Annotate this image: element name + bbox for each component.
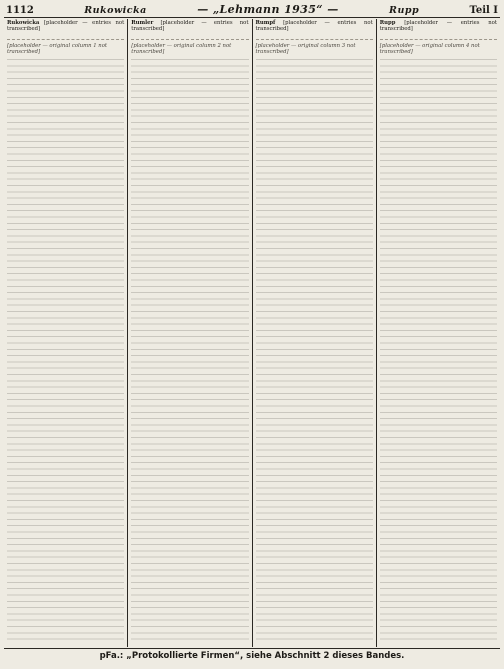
listing-column-3 <box>252 19 376 647</box>
column-text-filler <box>131 59 248 645</box>
column-note: [placeholder — original column 4 not transcribed] <box>380 39 497 56</box>
column-text-filler <box>7 59 124 645</box>
page-number: 1112 <box>6 5 34 16</box>
entry-name: Rukowicka <box>7 20 40 26</box>
listing-entry <box>131 20 248 33</box>
directory-title: — „Lehmann 1935“ — <box>197 3 339 16</box>
entry-name: Rupp <box>379 20 396 26</box>
listing-column-4 <box>376 19 500 647</box>
header-rule <box>4 17 500 18</box>
listing-column-2 <box>127 19 251 647</box>
column-note: [placeholder — original column 3 not transcribed] <box>256 39 373 56</box>
entry-text: [placeholder — entries not transcribed] <box>255 20 373 33</box>
entry-name: Rumpf <box>255 20 276 26</box>
column-text-filler <box>256 59 373 645</box>
entry-text: [placeholder — entries not transcribed] <box>7 20 125 33</box>
listing-column-1 <box>4 19 127 647</box>
listing-entry <box>256 20 373 33</box>
entry-name: Rumler <box>131 20 154 26</box>
keyword-right: Rupp <box>389 5 420 16</box>
listing-columns <box>4 19 500 647</box>
keyword-left: Rukowicka <box>84 5 147 16</box>
part-label: Teil I <box>469 5 498 16</box>
listing-entry <box>7 20 124 33</box>
page-footer: pFa.: „Protokollierte Firmen“, siehe Abschnitt 2 dieses Bandes. <box>99 651 405 661</box>
entry-text: [placeholder — entries not transcribed] <box>379 20 498 33</box>
footer-rule <box>4 648 500 649</box>
column-text-filler <box>380 59 497 645</box>
column-note: [placeholder — original column 1 not transcribed] <box>7 39 124 56</box>
entry-text: [placeholder — entries not transcribed] <box>131 20 249 33</box>
listing-entry <box>380 20 497 33</box>
column-note: [placeholder — original column 2 not transcribed] <box>131 39 248 56</box>
page-header <box>6 3 498 16</box>
